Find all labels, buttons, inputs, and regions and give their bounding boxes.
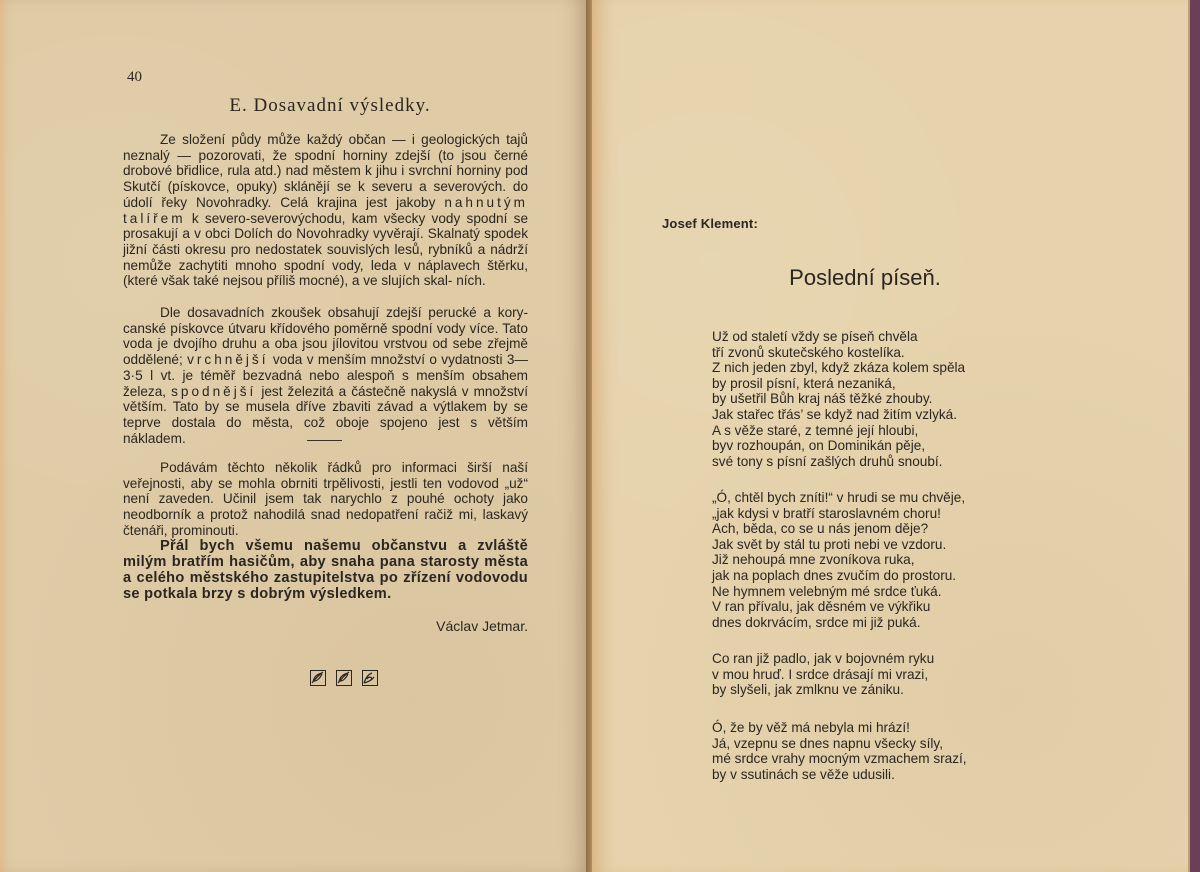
- text-line: veřejnosti, aby se mohla obrniti trpělivosti, jestli ten vodovod: [123, 475, 499, 491]
- verse-line: mé srdce vrahy mocným vzmachem srazí,: [712, 751, 967, 767]
- verse-line: dnes dokrvácím, srdce mi již puká.: [712, 614, 921, 630]
- text-line: prosakují a v obci Dolích do Novohradky vyvěrají. Skalnatý: [123, 226, 480, 242]
- text-line: canské pískovce útvaru křídového poměrně spodní vody více. Tato: [123, 320, 528, 336]
- text-line: větším. Tato by se musela dříve zbaviti závad a výtlakem by se: [123, 399, 528, 415]
- left-page: [0, 0, 588, 872]
- text-line: ních.: [456, 273, 486, 289]
- text-line: štěrku, (které však také nejsou příliš mocné), a ve slujích skal-: [123, 257, 528, 289]
- section-heading: E. Dosavadní výsledky.: [229, 95, 431, 116]
- text-line: a nádrží nemůže zachytiti mnoho spodní vody, leda v náplavech: [123, 241, 528, 273]
- poem-stanza: [712, 651, 934, 698]
- verse-line: jak na poplach dnes zvučím do prostoru.: [712, 567, 957, 583]
- poem-title: Poslední píseň.: [789, 265, 941, 290]
- verse-line: Z nich jeden zbyl, když zkáza kolem spěla: [712, 360, 966, 376]
- poem-stanza: [712, 720, 967, 782]
- text-line: Podávám těchto několik řádků pro informaci širší naší: [160, 460, 528, 475]
- verse-line: „Ó, chtěl bych zníti!“ v hrudi se mu chvěje,: [712, 490, 966, 505]
- verse-line: Ó, že by věž má nebyla mi hrází!: [712, 720, 910, 735]
- text-line: voda v menším množství o vydatnosti: [272, 352, 503, 368]
- ornament-icon: [310, 670, 326, 686]
- verse-line: „jak kdysi v bratří staroslavném choru!: [712, 505, 941, 521]
- verse-line: by slyšeli, jak zmlknu ve zániku.: [712, 682, 904, 698]
- page-number: 40: [127, 69, 142, 85]
- text-line: 3—3·5 l vt. je téměř bezvadná nebo alespoň s menším obsahem: [123, 352, 529, 383]
- ornament-icon: [362, 670, 378, 686]
- text-line: Ze složení půdy může každý občan — i geologických tajů: [160, 132, 528, 147]
- text-line: neznalý — pozorovati, že spodní horniny zdejší (to jsou černé: [123, 147, 528, 163]
- verse-line: by v ssutinách se věže udusili.: [712, 766, 895, 782]
- spaced-emphasis: nahnutým: [444, 194, 529, 210]
- spaced-emphasis: vrchnější: [187, 352, 269, 368]
- text-line: pod Skutčí (pískovce, opuky) sklánějí se k severu a severových.: [123, 163, 528, 195]
- poem-stanza: [712, 490, 965, 630]
- poem-author: Josef Klement:: [662, 216, 758, 231]
- text-line: „už“ není zaveden. Učinil jsem tak narychlo z pouhé ochoty jako: [123, 475, 528, 507]
- text-line: železa,: [123, 383, 167, 399]
- paragraph-wish: [123, 538, 528, 602]
- text-line: milým bratřím hasičům, aby snaha pana starosty města: [123, 554, 528, 570]
- text-line: drobové břidlice, rula atd.) nad městem k jihu i svrchní horniny: [123, 163, 502, 179]
- text-line: jest železitá a částečně nakyslá v množství: [261, 383, 528, 399]
- verse-line: Jak svět by stál tu proti nebi ve vzdoru.: [712, 536, 947, 552]
- spaced-emphasis: talířem: [123, 210, 186, 226]
- text-line: teprve dostala do města, což oboje spojeno jest s větším nákladem.: [123, 414, 528, 446]
- paragraph-water: [123, 305, 528, 446]
- ornament-icon: [336, 670, 352, 686]
- verse-line: Ne hymnem velebným mé srdce ťuká.: [712, 583, 942, 599]
- verse-line: by ušetřil Bůh kraj náš těžké zhouby.: [712, 391, 933, 407]
- text-line: se potkala brzy s dobrým výsledkem.: [123, 586, 392, 602]
- verse-line: A s věže staré, z temné její hloubi,: [712, 422, 919, 438]
- verse-line: Již nehoupá mne zvoníkova ruka,: [712, 552, 915, 568]
- text-line: čtenáři, prominouti.: [123, 522, 239, 538]
- section-divider: [307, 440, 342, 441]
- text-line: oddělené;: [123, 352, 183, 368]
- verse-line: Já, vzepnu se dnes napnu všecky síly,: [712, 735, 943, 751]
- text-line: voda je dvojího druhu a oba jsou jílovitou vrstvou od sebe zřejmě: [123, 336, 528, 352]
- verse-line: byv rozhoupán, on Dominikán pěje,: [712, 438, 926, 454]
- text-line: k severo-severovýchodu, kam všecky vody spodní se: [191, 210, 529, 226]
- spaced-emphasis: spodnější: [171, 383, 257, 399]
- ornament-row: [310, 670, 378, 686]
- verse-line: Co ran již padlo, jak v bojovném ryku: [712, 651, 935, 666]
- text-line: neodborník a protož nahodilá snad nedopatření račiž mi, laskavý: [123, 507, 528, 523]
- verse-line: by prosil písní, která nezaniká,: [712, 375, 896, 391]
- verse-line: v mou hruď. I srdce drásají mi vrazi,: [712, 666, 929, 682]
- book-cover-edge: [1188, 0, 1200, 872]
- text-line: spodek jižní části okresu pro nedostatek souvislých lesů, rybníků: [123, 226, 528, 257]
- verse-line: Ach, běda, co se u nás jenom děje?: [712, 521, 929, 537]
- poem-stanza: [712, 329, 965, 469]
- text-line: Dle dosavadních zkoušek obsahují zdejší perucké a kory-: [160, 305, 528, 320]
- text-line: a celého městského zastupitelstva po zřízení vodovodu: [123, 570, 528, 586]
- signature: Václav Jetmar.: [436, 618, 528, 634]
- paragraph-note: [123, 460, 528, 539]
- paragraph-soil: [123, 132, 528, 289]
- verse-line: V ran přívalu, jak děsném ve výkřiku: [712, 599, 931, 615]
- verse-line: Už od staletí vždy se píseň chvěla: [712, 329, 918, 344]
- verse-line: Jak stařec třás’ se když nad žitím vzlyká.: [712, 406, 958, 422]
- verse-line: tří zvonů skutečského kostelíka.: [712, 344, 905, 360]
- verse-line: své tony s písní zašlých druhů snoubí.: [712, 453, 943, 469]
- text-line: Přál bych všemu našemu občanstvu a zvláště: [160, 538, 528, 554]
- text-line: do údolí řeky Novohradky. Celá krajina jest jakoby: [123, 179, 529, 210]
